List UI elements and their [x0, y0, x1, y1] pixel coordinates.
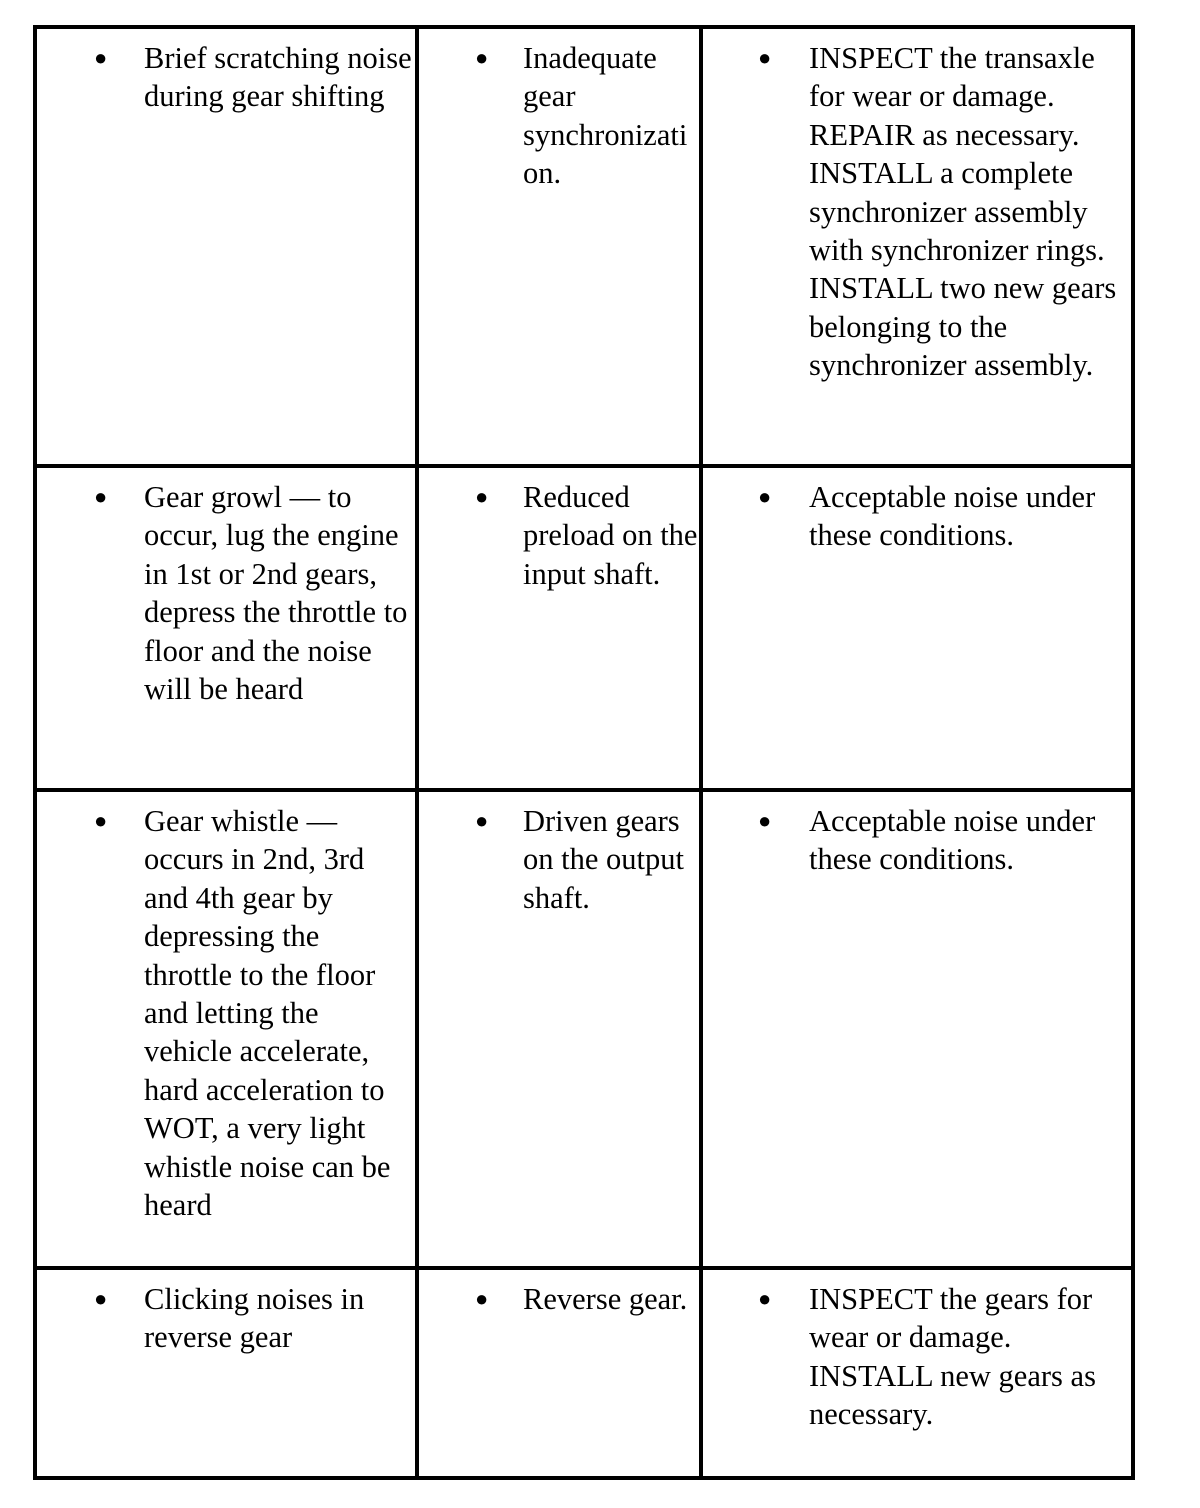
table-row — [35, 27, 1133, 466]
symptom-cell — [35, 27, 417, 466]
action-cell — [701, 1268, 1133, 1478]
action-text: INSPECT the gears for wear or damage. INSTALL new gears as necessary. — [809, 1282, 1096, 1432]
bullet-icon: ● — [94, 45, 108, 70]
action-cell — [701, 790, 1133, 1268]
symptom-text: Gear whistle — occurs in 2nd, 3rd and 4th gear by depressing the throttle to the floor and letting the vehicle accelerate, hard acceleration to WOT, a very light whistle noise can be heard — [144, 804, 391, 1223]
table-row — [35, 1268, 1133, 1478]
action-cell — [701, 27, 1133, 466]
bullet-icon: ● — [758, 808, 772, 833]
bullet-icon: ● — [758, 45, 772, 70]
cause-text: Reduced preload on the input shaft. — [523, 480, 698, 591]
bullet-icon: ● — [94, 808, 108, 833]
symptom-text: Clicking noises in reverse gear — [144, 1282, 365, 1355]
bullet-icon: ● — [475, 808, 489, 833]
cause-text: Inadequate gear synchronization. — [523, 41, 688, 191]
symptom-cell — [35, 466, 417, 790]
cause-cell — [417, 790, 701, 1268]
symptom-text: Brief scratching noise during gear shifting — [144, 41, 412, 114]
action-text: Acceptable noise under these conditions. — [809, 804, 1096, 877]
cause-text: Driven gears on the output shaft. — [523, 804, 684, 915]
cause-cell — [417, 27, 701, 466]
symptom-cell — [35, 1268, 417, 1478]
action-text: INSPECT the transaxle for wear or damage. REPAIR as necessary. INSTALL a complete synchronizer assembly with synchronizer rings. INSTALL two new gears belonging to the synchronizer assembly. — [809, 41, 1117, 383]
action-text: Acceptable noise under these conditions. — [809, 480, 1096, 553]
bullet-icon: ● — [758, 484, 772, 509]
bullet-icon: ● — [94, 1286, 108, 1311]
table-row — [35, 466, 1133, 790]
symptom-text: Gear growl — to occur, lug the engine in 1st or 2nd gears, depress the throttle to floor and the noise will be heard — [144, 480, 408, 707]
symptom-cell — [35, 790, 417, 1268]
table-row — [35, 790, 1133, 1268]
bullet-icon: ● — [758, 1286, 772, 1311]
cause-cell — [417, 466, 701, 790]
bullet-icon: ● — [475, 1286, 489, 1311]
cause-cell — [417, 1268, 701, 1478]
bullet-icon: ● — [94, 484, 108, 509]
cause-text: Reverse gear. — [523, 1282, 688, 1316]
action-cell — [701, 466, 1133, 790]
bullet-icon: ● — [475, 484, 489, 509]
bullet-icon: ● — [475, 45, 489, 70]
diagnosis-table — [33, 25, 1135, 1480]
